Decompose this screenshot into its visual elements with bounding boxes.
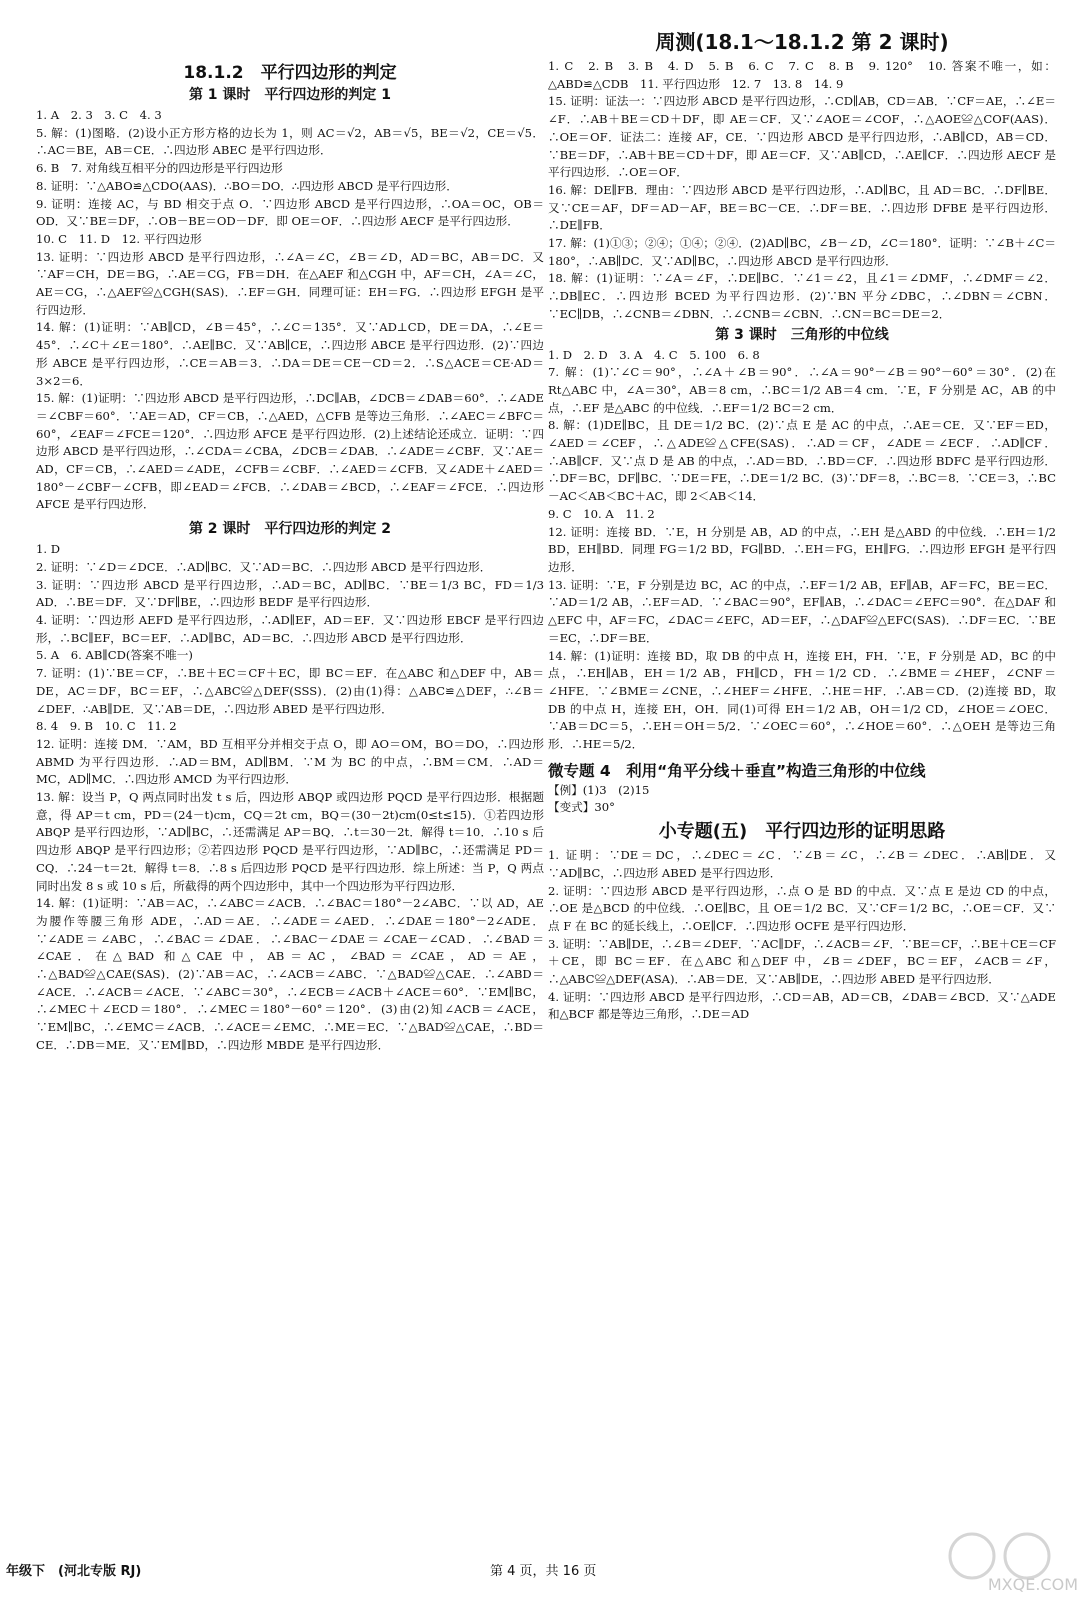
answer-item: 1. A 2. 3 3. C 4. 3 xyxy=(36,108,162,122)
answer-item: 【变式】30° xyxy=(548,800,615,815)
answer-item: 17. 解：(1)①③；②④；①④；②④．(2)AD∥BC，∠B－∠D，∠C＝180°．证明：∵∠B＋∠C＝180°，∴AB∥DC．又∵AD∥BC，∴四边形 ABCD 是平行四边形． xyxy=(548,236,1056,268)
answer-item: 14. 解：(1)证明：∵AB∥CD，∠B＝45°，∴∠C＝135°．又∵AD⊥CD，DE＝DA，∴∠E＝45°．∴∠C＋∠E＝180°．∴AE∥BC．又∵AB∥CE，∴四边形 ABCE 是平行四边形．(2)∵四边形 ABCE 是平行四边形，∴CE＝AB＝3．∴DA＝DE＝CE－CD＝2．∴S△ACE＝CE·AD＝3×2＝6． xyxy=(36,320,544,388)
answer-item: 7. 证明：(1)∵BE＝CF，∴BE＋EC＝CF＋EC，即 BC＝EF．在△ABC 和△DEF 中，AB＝DE，AC＝DF，BC＝EF，∴△ABC≌△DEF(SSS)．(2)由(1)得：△ABC≌△DEF，∴∠B＝∠DEF．∴AB∥DE．又∵AB＝DE，∴四边形 ABED 是平行四边形． xyxy=(36,666,544,716)
small-topic-answers xyxy=(548,847,1056,1024)
answer-item: 12. 证明：连接 BD．∵E，H 分别是 AB，AD 的中点，∴EH 是△ABD 的中位线．∴EH＝1/2 BD，EH∥BD．同理 FG＝1/2 BD，FG∥BD．∴EH＝FG，EH∥FG．∴四边形 EFGH 是平行四边形． xyxy=(548,524,1056,574)
footer-grade: 年级下 (河北专版 RJ) xyxy=(6,1564,142,1579)
answer-item: 13. 证明：∵四边形 ABCD 是平行四边形，∴∠A＝∠C，∠B＝∠D，AD＝BC，AB＝DC．又∵AF＝CH，DE＝BG，∴AE＝CG，FB＝DH．在△AEF 和△CGH 中，AF＝CH，∠A＝∠C，AE＝CG，∴△AEF≌△CGH(SAS)．∴EF＝GH．同理可证：EH＝FG．∴四边形 EFGH 是平行四边形． xyxy=(36,249,544,317)
answer-item: 2. 证明：∵∠D＝∠DCE．∴AD∥BC．又∵AD＝BC．∴四边形 ABCD 是平行四边形． xyxy=(36,559,492,574)
answer-item: 9. C 10. A 11. 2 xyxy=(548,506,655,521)
micro-topic-title: 微专题 4 利用“角平分线＋垂直”构造三角形的中位线 xyxy=(548,761,926,780)
answer-item: 3. 证明：∵四边形 ABCD 是平行四边形，∴AD＝BC，AD∥BC．∵BE＝1/3 BC，FD＝1/3 AD．∴BE＝DF．又∵DF∥BE，∴四边形 BEDF 是平行四边形． xyxy=(36,577,544,610)
answer-item: 14. 解：(1)证明：∵AB＝AC，∴∠ABC＝∠ACB．∴∠BAC＝180°－2∠ABC．∵以 AD，AE 为腰作等腰三角形 ADE，∴AD＝AE．∴∠ADE＝∠AED．∴∠DAE＝180°－2∠ADE．∵∠ADE＝∠ABC，∴∠BAC＝∠DAE．∴∠BAC－∠DAE＝∠CAE－∠CAD．∴∠BAD＝∠CAE．在△BAD 和△CAE 中，AB＝AC，∠BAD＝∠CAE，AD＝AE，∴△BAD≌△CAE(SAS)．(2)∵AB＝AC，∴∠ACB＝∠ABC．∵△BAD≌△CAE．∴∠ABD＝∠ACE．∴∠ACB＝∠ACE．∵∠ABC＝30°，∴∠ECB＝∠ACB＋∠ACE＝60°．∵EM∥BC，∴∠MEC＋∠ECD＝180°．∴∠MEC＝180°－60°＝120°．(3)由(2)知∠ACB＝∠ACE，∵EM∥BC，∴∠EMC＝∠ACB．∴∠ACE＝∠EMC．∴ME＝EC．∵△BAD≌△CAE，∴BD＝CE．∴DB＝ME．又∵EM∥BD，∴四边形 MBDE 是平行四边形． xyxy=(36,896,544,1052)
answer-item: 1. D xyxy=(36,542,61,557)
section-title: 18.1.2 平行四边形的判定 xyxy=(183,63,397,83)
answer-item: 8. 证明：∵△ABO≌△CDO(AAS)．∴BO＝DO．∴四边形 ABCD 是平行四边形． xyxy=(36,178,458,193)
answer-item: 13. 证明：∵E，F 分别是边 BC，AC 的中点，∴EF＝1/2 AB，EF∥AB，AF＝FC，BE＝EC．∵AD＝1/2 AB，∴EF＝AD．∵∠BAC＝90°，EF∥AB，∴∠DAC＝∠EFC＝90°．在△DAF 和△EFC 中，AF＝FC，∠DAC＝∠EFC，AD＝EF，∴△DAF≌△EFC(SAS)．∴DF＝EC．∵BE＝EC，∴DF＝BE． xyxy=(548,577,1056,645)
answer-item: 1. D 2. D 3. A 4. C 5. 100 6. 8 xyxy=(548,347,760,362)
answer-item: 16. 解：DE∥FB．理由：∵四边形 ABCD 是平行四边形，∴AD∥BC，且 AD＝BC．∴DF∥BE．又∵CE＝AF，DF＝AD－AF，BE＝BC－CE．∴DF＝BE．∴四边形 DFBE 是平行四边形．∴DE∥FB． xyxy=(548,182,1056,233)
answer-item: 4. 证明：∵四边形 AEFD 是平行四边形，∴AD∥EF，AD＝EF．又∵四边形 EBCF 是平行四边形，∴BC∥EF，BC＝EF．∴AD∥BC，AD＝BC．∴四边形 ABCD 是平行四边形． xyxy=(36,612,544,645)
lesson3-title: 第 3 课时 三角形的中位线 xyxy=(715,326,889,343)
answer-item: 5. A 6. AB∥CD(答案不唯一) xyxy=(36,648,193,663)
week-test-answers xyxy=(548,58,1056,324)
micro-topic-answers xyxy=(548,782,1056,817)
answer-item: 1. C 2. B 3. B 4. D 5. B 6. C 7. C 8. B 9. 120° 10. 答案不唯一，如：△ABD≌△CDB 11. 平行四边形 12. 7 13. 8 14. 9 xyxy=(548,59,1056,91)
answer-item: 7. 解：(1)∵∠C＝90°，∴∠A＋∠B＝90°．∴∠A＝90°－∠B＝90°－60°＝30°．(2)在 Rt△ABC 中，∠A＝30°，AB＝8 cm，∴BC＝1/2 AB＝4 cm．∵E，F 分别是 AC，AB 的中点，∴EF 是△ABC 的中位线．∴EF＝1/2 BC＝2 cm． xyxy=(548,365,1056,415)
answer-item: 3. 证明：∵AB∥DE，∴∠B＝∠DEF．∵AC∥DF，∴∠ACB＝∠F．∵BE＝CF，∴BE＋CE＝CF＋CE，即 BC＝EF．在△ABC 和△DEF 中，∠B＝∠DEF，BC＝EF，∠ACB＝∠F，∴△ABC≌△DEF(ASA)．∴AB＝DE．又∵AB∥DE，∴四边形 ABED 是平行四边形． xyxy=(548,936,1056,987)
watermark-logo xyxy=(932,1526,1082,1596)
lesson1-answers xyxy=(36,107,544,514)
answer-item: 5. 解：(1)图略．(2)设小正方形方格的边长为 1，则 AC＝√2，AB＝√5，BE＝√2，CE＝√5．∴AC＝BE，AB＝CE．∴四边形 ABEC 是平行四边形． xyxy=(36,125,544,158)
answer-item: 4. 证明：∵四边形 ABCD 是平行四边形，∴CD＝AB，AD＝CB，∠DAB＝∠BCD．又∵△ADE 和△BCF 都是等边三角形，∴DE＝AD xyxy=(548,989,1056,1022)
answer-item: 14. 解：(1)证明：连接 BD，取 DB 的中点 H，连接 EH，FH．∵E，F 分别是 AD，BC 的中点，∴EH∥AB，EH＝1/2 AB，FH∥CD，FH＝1/2 CD．∴∠BME＝∠HEF，∠CNF＝∠HFE．∵∠BME＝∠CNE，∴∠HEF＝∠HFE．∴HE＝HF．∴AB＝CD．(2)连接 BD，取 DB 的中点 H，连接 EH，OH．同(1)可得 EH＝1/2 AB，OH＝1/2 CD，∠HOE＝∠OEC．∵AB＝DC＝5，∴EH＝OH＝5/2．∵∠OEC＝60°，∴∠HOE＝60°．∴△OEH 是等边三角形．∴HE＝5/2． xyxy=(548,648,1056,752)
answer-item: 10. C 11. D 12. 平行四边形 xyxy=(36,231,202,246)
left-column xyxy=(36,62,544,1055)
answer-item: 2. 证明：∵四边形 ABCD 是平行四边形，∴点 O 是 BD 的中点．又∵点 E 是边 CD 的中点，∴OE 是△BCD 的中位线．∴OE∥BC，且 OE＝1/2 BC．又∵CF＝1/2 BC，∴OE＝CF．又∵点 F 在 BC 的延长线上，∴OE∥CF．∴四边形 OCFE 是平行四边形． xyxy=(548,883,1056,933)
answer-item: 8. 解：(1)DE∥BC，且 DE＝1/2 BC．(2)∵点 E 是 AC 的中点，∴AE＝CE．又∵EF＝ED，∠AED＝∠CEF，∴△ADE≌△CFE(SAS)．∴AD＝CF，∠ADE＝∠ECF．∴AD∥CF．∴AB∥CF．又∵点 D 是 AB 的中点，∴AD＝BD．∴BD＝CF．∴四边形 BDFC 是平行四边形．∴DF＝BC，DF∥BC．∵DE＝FE，∴DE＝1/2 BC．(3)∵DF＝8，∴BC＝8．∵CE＝3，∴BC－AC＜AB＜BC＋AC，即 2＜AB＜14． xyxy=(548,418,1056,504)
small-topic-title: 小专题(五) 平行四边形的证明思路 xyxy=(658,821,946,843)
lesson1-title: 第 1 课时 平行四边形的判定 1 xyxy=(188,87,392,103)
lesson2-answers xyxy=(36,541,544,1054)
answer-item: 9. 证明：连接 AC，与 BD 相交于点 O．∵四边形 ABCD 是平行四边形，∴OA＝OC，OB＝OD．又∵BE＝DF，∴OB－BE＝OD－DF．即 OE＝OF．∴四边形 AECF 是平行四边形． xyxy=(36,196,544,229)
lesson3-answers xyxy=(548,347,1056,754)
lesson2-title: 第 2 课时 平行四边形的判定 2 xyxy=(188,521,392,538)
answer-item: 13. 解：设当 P，Q 两点同时出发 t s 后，四边形 ABQP 或四边形 PQCD 是平行四边形．根据题意，得 AP＝t cm，PD＝(24－t)cm，CQ＝2t cm，BQ＝(30－2t)cm(0≤t≤15)．①若四边形 ABQP 是平行四边形，∵AD∥BC，∴还需满足 AP＝BQ．∴t＝30－2t．解得 t＝10．∴10 s 后四边形 ABQP 是平行四边形；②若四边形 PQCD 是平行四边形，∵AD∥BC，∴还需满足 PD＝CQ．∴24－t＝2t．解得 t＝8．∴8 s 后四边形 PQCD 是平行四边形．综上所述：当 P，Q 两点同时出发 8 s 或 10 s 后，所截得的两个四边形中，其中一个四边形为平行四边形． xyxy=(36,790,544,893)
footer-page-number: 第 4 页，共 16 页 xyxy=(490,1564,597,1579)
answer-item: 15. 证明：证法一：∵四边形 ABCD 是平行四边形，∴CD∥AB，CD＝AB．∵CF＝AE，∴∠E＝∠F．∴AB＋BE＝CD＋DF，即 AE＝CF．又∵∠AOE＝∠COF，∴△AOE≌△COF(AAS)．∴OE＝OF．证法二：连接 AF，CE．∵四边形 ABCD 是平行四边形，∴AB∥CD，AB＝CD．∵BE＝DF，∴AB＋BE＝CD＋DF，即 AE＝CF．又∵AB∥CD，∴AE∥CF．∴四边形 AECF 是平行四边形．∴OE＝OF． xyxy=(548,94,1056,180)
right-column xyxy=(548,30,1056,1024)
answer-item: 12. 证明：连接 DM．∵AM，BD 互相平分并相交于点 O，即 AO＝OM，BO＝DO，∴四边形 ABMD 为平行四边形．∴AD＝BM，AD∥BM．∵M 为 BC 的中点，∴BM＝CM．∴AD＝MC，AD∥MC．∴四边形 AMCD 为平行四边形． xyxy=(36,736,544,787)
answer-item: 15. 解：(1)证明：∵四边形 ABCD 是平行四边形，∴DC∥AB，∠DCB＝∠DAB＝60°．∴∠ADE＝∠CBF＝60°．∵AE＝AD，CF＝CB，∴△AED，△CFB 是等边三角形．∴∠AEC＝∠BFC＝60°，∠EAF＝∠FCE＝120°．∴四边形 AFCE 是平行四边形．(2)上述结论还成立．证明：∵四边形 ABCD 是平行四边形，∴∠CDA＝∠CBA，∠DCB＝∠DAB．∴∠ADE＝∠CBF．又∵AE＝AD，CF＝CB，∴∠AED＝∠ADE，∠CFB＝∠CBF．∴∠AED＝∠CFB．又∠ADE＋∠AED＝180°－∠CBF－∠CFB，即∠EAD＝∠FCB．∴∠DAB＝∠BCD，∴∠EAF＝∠FCE．∴四边形 AFCE 是平行四边形． xyxy=(36,391,544,512)
answer-item: 18. 解：(1)证明：∵∠A＝∠F，∴DE∥BC．∵∠1＝∠2，且∠1＝∠DMF，∴∠DMF＝∠2．∴DB∥EC．∴四边形 BCED 为平行四边形．(2)∵BN 平分∠DBC，∴∠DBN＝∠CBN．∵EC∥DB，∴∠CNB＝∠DBN．∴∠CNB＝∠CBN．∴CN＝BC＝DE＝2． xyxy=(548,271,1056,321)
answer-item: 1. 证明：∵DE＝DC，∴∠DEC＝∠C．∵∠B＝∠C，∴∠B＝∠DEC．∴AB∥DE．又∵AD∥BC，∴四边形 ABED 是平行四边形． xyxy=(548,848,1056,880)
answer-item: 【例】(1)3 (2)15 xyxy=(548,782,650,797)
answer-item: 6. B 7. 对角线互相平分的四边形是平行四边形 xyxy=(36,161,283,176)
watermark-text: MXQE.COM xyxy=(987,1575,1078,1594)
week-test-title: 周测(18.1～18.1.2 第 2 课时) xyxy=(655,30,949,54)
answer-item: 8. 4 9. B 10. C 11. 2 xyxy=(36,719,177,734)
